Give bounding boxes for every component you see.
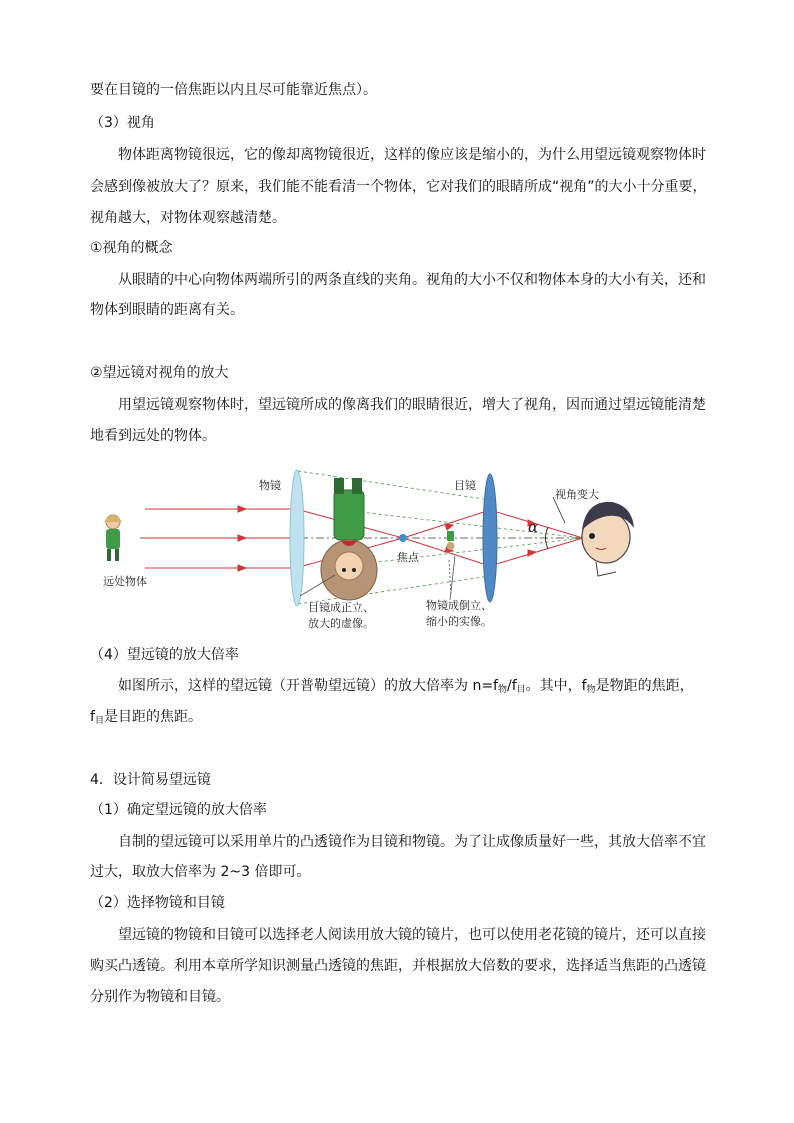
- real-image-label-2: 缩小的实像。: [426, 615, 492, 628]
- subheading-determine-magnification: （1）确定望远镜的放大倍率: [90, 802, 267, 818]
- text-line: 地看到远处的物体。: [90, 428, 216, 444]
- virtual-image-figure: [321, 478, 377, 600]
- alpha-symbol: α: [528, 518, 539, 536]
- text-line: 会感到像被放大了？原来，我们能不能看清一个物体，它对我们的眼睛所成“视角”的大小十分重要，: [90, 179, 707, 195]
- real-image-label-1: 物镜成倒立、: [426, 599, 492, 612]
- text-line: 过大，取放大倍率为 2~3 倍即可。: [90, 864, 311, 880]
- text-line: 从眼睛的中心向物体两端所引的两条直线的夹角。视角的大小不仅和物体本身的大小有关，还和: [118, 272, 706, 288]
- text-line: 物体距离物镜很远，它的像却离物镜很近，这样的像应该是缩小的，为什么用望远镜观察物体时: [118, 147, 706, 163]
- real-image-figure: [447, 531, 455, 550]
- subheading-telescope-angle: ②望远镜对视角的放大: [90, 365, 229, 381]
- subheading-magnification: （4）望远镜的放大倍率: [90, 647, 239, 663]
- focus-label: 焦点: [397, 551, 419, 564]
- magnification-formula-line: 如图所示，这样的望远镜（开普勒望远镜）的放大倍率为 $n=f_物/f_目$。其中，$f_物$是物距的焦距，: [118, 678, 694, 695]
- observer-head: [582, 502, 634, 576]
- text-line: 视角越大，对物体观察越清楚。: [90, 210, 286, 226]
- text-line: 用望远镜观察物体时，望远镜所成的像离我们的眼睛很近，增大了视角，因而通过望远镜能清楚: [118, 397, 706, 413]
- virtual-image-label-2: 放大的虚像。: [308, 617, 374, 630]
- text-line: 要在目镜的一倍焦距以内且尽可能靠近焦点）。: [90, 82, 377, 98]
- text-line: 购买凸透镜。利用本章所学知识测量凸透镜的焦距，并根据放大倍数的要求，选择适当焦距的凸透镜: [90, 958, 706, 974]
- text-line: 自制的望远镜可以采用单片的凸透镜作为目镜和物镜。为了让成像质量好一些，其放大倍率不宜: [118, 834, 706, 850]
- text-line: 望远镜的物镜和目镜可以选择老人阅读用放大镜的镜片，也可以使用老花镜的镜片，还可以直接: [118, 927, 706, 943]
- text-line: 物体到眼睛的距离有关。: [90, 302, 244, 318]
- angle-increase-label: 视角变大: [555, 488, 599, 501]
- eyepiece-lens-label: 目镜: [454, 479, 476, 492]
- virtual-image-label-1: 目镜成正立、: [308, 601, 374, 614]
- far-object-person: [104, 515, 122, 561]
- magnification-definition-line: $f_目$是目距的焦距。: [90, 709, 202, 726]
- subheading-select-lenses: （2）选择物镜和目镜: [90, 895, 225, 911]
- subheading-view-angle: （3）视角: [90, 115, 155, 131]
- section-heading-design: 4．设计简易望远镜: [90, 772, 211, 788]
- text-line: 分别作为物镜和目镜。: [90, 989, 230, 1005]
- subheading-concept: ①视角的概念: [90, 240, 173, 256]
- far-object-label: 远处物体: [103, 575, 147, 588]
- objective-lens-label: 物镜: [259, 479, 281, 492]
